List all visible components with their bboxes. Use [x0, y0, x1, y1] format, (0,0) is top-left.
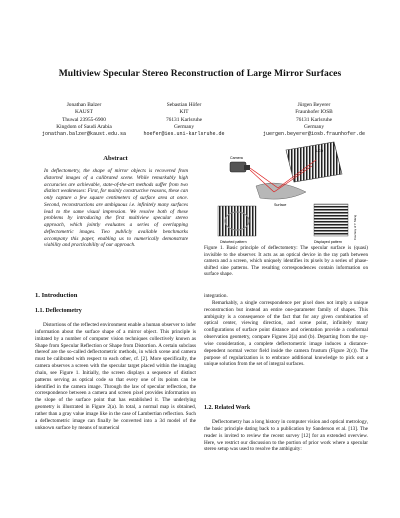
subsection-related-work-heading: 1.2. Related Work	[204, 405, 251, 411]
right-column-body	[204, 293, 368, 368]
author-block-2	[138, 102, 230, 138]
ambiguity-paragraph: Remarkably, a single correspondence per pixel does not imply a unique reconstruction but instead an entire one-parameter family of shapes. This ambiguity is a consequence of the fact that for any given combination of optical center, viewing direction, and scene point, infinitely many configurations of surface point distance and orientation provide a conformal observation geometry, compare Figures 2(a) and (b). Departing from the ray-wise consideration, a complete deflectometric image induces a distance-dependent normal vector field inside the camera frustum (Figure 2(c)). The purpose of regularization is to embrace additional knowledge to pick out a unique solution from the set of integral surfaces.	[204, 299, 368, 368]
abstract-text: In deflectometry, the shape of mirror objects is recovered from distorted images of a calibrated scene. While remarkably high accuracies are achievable, state-of-the-art methods suffer from two distinct weaknesses: First, for mainly constructive reasons, these can only capture a few square centimeters of surface area at once. Second, reconstructions are ambiguous i.e. infinitely many surfaces lead to the same visual impression. We resolve both of these problems by introducing the first multiview specular stereo approach, which jointly evaluates a series of overlapping deflectometric images. Two publicly available benchmarks accompany this paper, enabling us to numerically demonstrate viability and practicability of our approach.	[44, 168, 188, 249]
author-block-3	[252, 102, 376, 138]
author-email: jonathan.balzer@kaust.edu.sa	[41, 131, 126, 138]
author-email: hoefer@ies.uni-karlsruhe.de	[143, 131, 225, 138]
displayed-pattern-image	[314, 204, 348, 236]
author-address: Thuwal 23955-6900	[62, 116, 106, 123]
camera-label: Camera	[230, 156, 243, 160]
related-work-paragraph: Deflectometry has a long history in computer vision and optical metrology, the basic principle dating back to a publication by Sanderson et al. [13]. The reader is invited to review the recent survey [12] for an extended overview. Here, we restrict our discussion to the portion of prior work where a specular stereo setup was used to resolve the ambiguity:	[204, 419, 368, 453]
intro-paragraph: Distortions of the reflected environment enable a human observer to infer information about the surface shape of a mirror object. This principle is imitated by a number of computer vision techniques collectively known as Shape from Specular Reflection or Shape from Distortion. A certain subclass thereof are the so-called deflectometric methods, in which scene and camera must be calibrated with respect to each other, cf. [2]. More specifically, the camera observes a screen with the specular target placed within the imaging chain, see Figure 1. Initially, the screen displays a sequence of distinct patterns serving as optical code so that every one of its points can be identified in the camera image. Through the law of specular reflection, the correspondence between a camera and screen pixel provides information on the slope of the surface point that has established it. The underlying geometry is illustrated in Figure 2(a). In total, a normal map is obtained, rather than a gray value image like in the case of Lambertian reflection. Such a deflectometric image can finally be converted into a 3d model of the unknown surface by means of numerical	[35, 322, 196, 431]
related-work-body	[204, 419, 368, 453]
courtesy-label: Courtesy of Y. Mang	[353, 214, 357, 240]
displayed-pattern-label: Displayed pattern	[314, 240, 342, 244]
author-name: Sebastian Höfer	[166, 102, 202, 108]
author-country: Germany	[173, 123, 195, 130]
author-affiliation: KIT	[179, 109, 189, 116]
author-country: Kingdom of Saudi Arabia	[56, 123, 112, 130]
integration-continuation: integration.	[204, 293, 228, 299]
distorted-pattern-label: Distorted pattern	[220, 240, 247, 244]
author-name: Jürgen Beyerer	[297, 102, 331, 108]
abstract-heading: Abstract	[103, 155, 128, 162]
intro-body	[35, 322, 196, 432]
author-affiliation: KAUST	[75, 109, 93, 116]
author-address: 76131 Karlsruhe	[165, 116, 203, 123]
author-block-1	[36, 102, 132, 138]
author-email: juergen.beyerer@iosb.fraunhofer.de	[262, 131, 366, 138]
surface-label: Surface	[274, 203, 287, 207]
section-introduction-heading: 1. Introduction	[35, 292, 78, 299]
paper-title: Multiview Specular Stereo Reconstruction of Large Mirror Surfaces	[58, 68, 342, 79]
figure-1-caption: Figure 1. Basic principle of deflectometry: The specular surface is (quasi) invisible to the observer. It acts as an optical device in the ray path between camera and a screen, which uniquely identifies its pixels by a series of phase-shifted sine patterns. The resulting correspondences contain information on surface shape.	[204, 245, 368, 278]
subsection-deflectometry-heading: 1.1. Deflectometry	[35, 308, 82, 314]
camera-icon	[230, 162, 250, 172]
author-affiliation: Fraunhofer IOSB	[295, 109, 333, 116]
author-address: 76131 Karlsruhe	[295, 116, 333, 123]
lcd-label: LCD	[316, 149, 324, 153]
author-name: Jonathan Balzer	[66, 102, 102, 108]
distorted-pattern-image	[218, 206, 256, 236]
figure-1-illustration	[216, 140, 364, 248]
author-country: Germany	[303, 123, 325, 130]
